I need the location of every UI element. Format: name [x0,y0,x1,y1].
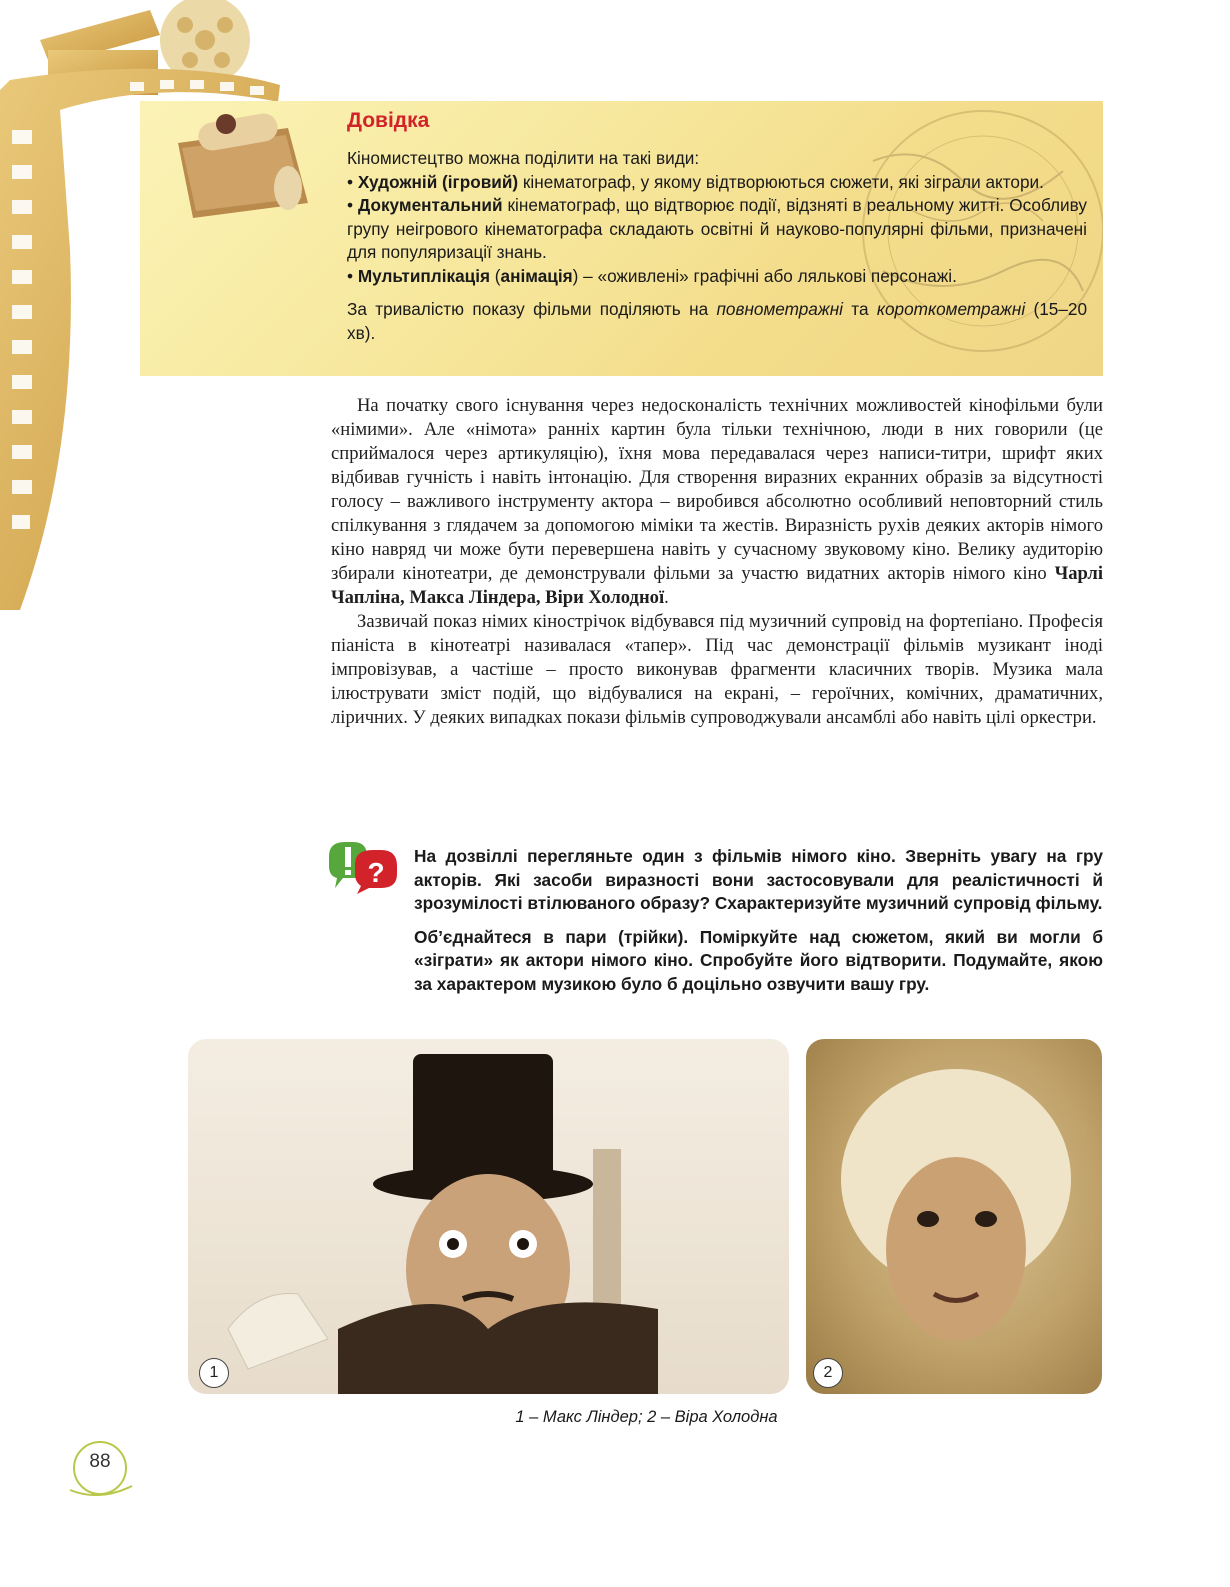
reference-text [347,147,1087,345]
photo-caption: 1 – Макс Ліндер; 2 – Віра Холодна [515,1408,778,1426]
question-2: Об’єднайтеся в пари (трійки). Поміркуйте над сюжетом, який ви могли б «зіграти» як актори німого кіно. Спробуйте його відтворити. Подумайте, якою за характером музикою було б доцільно озвучити вашу гру. [414,926,1103,994]
reference-title: Довідка [347,109,430,132]
photo-vira-kholodna [806,1039,1102,1394]
question-exclamation-icon [325,838,403,894]
page-number: 88 [89,1451,111,1472]
paragraph: На початку свого існування через недосконалість технічних можливостей кінофільми були «німими». Але «німота» ранніх картин була тільки технічною, люди в них говорили (це сприймалося через артикуляцію), їхня мова передавалася через написи-титри, шрифт яких відбивав гучність і навіть інтонацію. Для створення виразних екранних образів за відсутності голосу – важливого інструменту актора – виробився абсолютно особливий неповторний стиль спілкування з глядачем за допомогою міміки та жестів. Виразність рухів деяких акторів німого кіно навряд чи може бути перевершена навіть у сучасному звуковому кіно. Велику аудиторію збирали кінотеатри, де демонстрували фільми за участю видатних акторів німого кіно Чарлі Чапліна, Макса Ліндера, Віри Холодної. [331,395,1103,608]
duration-note: За тривалістю показу фільми поділяють на повнометражні та короткометражні (15–20 хв). [347,299,1088,343]
photo-number-badge: 2 [813,1358,843,1388]
question-1: На дозвіллі перегляньте один з фільмів німого кіно. Зверніть увагу на гру акторів. Які засоби виразності вони застосовували для реалістичності й зрозумілості втілюваного образу? Схарактеризуйте музичний супровід фільму. [414,846,1103,913]
list-item: • Мультиплікація (анімація) – «оживлені» графічні або лялькові персонажі. [347,265,957,286]
reference-intro: Кіномистецтво можна поділити на такі види: [347,148,700,168]
photo-number-badge: 1 [199,1358,229,1388]
paragraph: Зазвичай показ німих кінострічок відбувався під музичний супровід на фортепіано. Професія піаніста в кінотеатрі називалася «тапер». Під час демонстрації фільмів музикант іноді імпровізував, а частіше – просто виконував фрагменти класичних творів. Музика мала ілюструвати зміст подій, що відбувалися на екрані, – героїчних, комічних, драматичних, ліричних. У деяких випадках покази фільмів супроводжували ансамблі або навіть цілі оркестри. [331,611,1103,728]
svg-text:?: ? [367,857,385,888]
list-item: • Художній (ігровий) кінематограф, у якому відтворюються сюжети, які зіграли актори. [347,171,1044,192]
scroll-icon [168,108,318,228]
photo-max-linder [188,1039,789,1394]
list-item: • Документальний кінематограф, що відтворює події, відзняті в реальному житті. Особливу групу неігрового кінематографа складають освітні й науково-популярні фільми, призначені для популяризації знань. [347,195,1088,262]
question-block [414,845,1103,996]
main-text [331,394,1103,730]
